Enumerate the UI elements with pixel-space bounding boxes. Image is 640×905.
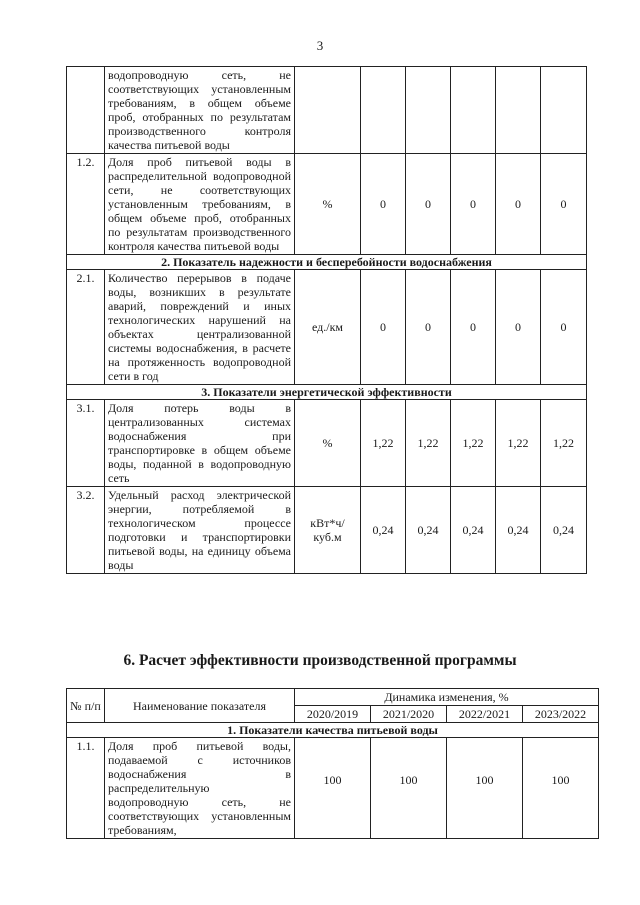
value-cell: 0 — [451, 270, 496, 385]
section-6-heading: 6. Расчет эффективности производственной программы — [123, 652, 517, 669]
period-header: 2021/2020 — [371, 706, 447, 723]
value-cell: 0 — [406, 270, 451, 385]
unit-cell: % — [295, 400, 361, 487]
table-row — [67, 487, 587, 574]
value-cell: 1,22 — [541, 400, 587, 487]
value-cell — [406, 67, 451, 154]
value-cell: 1,22 — [451, 400, 496, 487]
unit-cell: % — [295, 154, 361, 255]
indicator-name: Доля проб питьевой воды в распределительной водопроводной сети, не соответствующих установленным требованиям, в общем объеме проб, отобранных по результатам производственного контроля качества питьевой воды — [105, 154, 295, 255]
table-row — [67, 154, 587, 255]
row-number: 1.2. — [67, 154, 105, 255]
value-cell: 0 — [496, 154, 541, 255]
value-cell: 0 — [406, 154, 451, 255]
value-cell: 0 — [496, 270, 541, 385]
value-cell: 1,22 — [406, 400, 451, 487]
value-cell: 0 — [451, 154, 496, 255]
value-cell: 0,24 — [541, 487, 587, 574]
value-cell — [361, 67, 406, 154]
value-cell — [496, 67, 541, 154]
row-number: 3.2. — [67, 487, 105, 574]
unit-cell: кВт*ч/ куб.м — [295, 487, 361, 574]
value-cell — [451, 67, 496, 154]
value-cell: 0 — [541, 270, 587, 385]
indicators-table — [66, 66, 587, 574]
value-cell: 0 — [361, 270, 406, 385]
value-cell: 0,24 — [496, 487, 541, 574]
value-cell: 100 — [447, 738, 523, 839]
value-cell: 0,24 — [406, 487, 451, 574]
page-number: 3 — [316, 38, 324, 53]
value-cell: 1,22 — [496, 400, 541, 487]
column-header-num: № п/п — [67, 689, 105, 723]
column-header-dynamics: Динамика изменения, % — [295, 689, 599, 706]
section-row — [67, 255, 587, 270]
value-cell: 100 — [371, 738, 447, 839]
value-cell: 0 — [361, 154, 406, 255]
unit-cell: ед./км — [295, 270, 361, 385]
unit-cell — [295, 67, 361, 154]
indicator-name: Удельный расход электрической энергии, потребляемой в технологическом процессе подготовки и транспортировки питьевой воды, на единицу объема воды — [105, 487, 295, 574]
value-cell: 0,24 — [361, 487, 406, 574]
section-row — [67, 385, 587, 400]
table-row — [67, 270, 587, 385]
row-number: 2.1. — [67, 270, 105, 385]
indicator-name: Доля потерь воды в централизованных системах водоснабжения при транспортировке в общем объеме воды, поданной в водопроводную сеть — [105, 400, 295, 487]
row-number: 1.1. — [67, 738, 105, 839]
table-row — [67, 67, 587, 154]
value-cell: 0,24 — [451, 487, 496, 574]
period-header: 2023/2022 — [523, 706, 599, 723]
indicator-name: Доля проб питьевой воды, подаваемой с источников водоснабжения в распределительную водопроводную сеть, не соответствующих установленным требованиям, — [105, 738, 295, 839]
section-row: 1. Показатели качества питьевой воды — [67, 723, 599, 738]
value-cell: 100 — [295, 738, 371, 839]
section-title: 2. Показатель надежности и бесперебойности водоснабжения — [67, 255, 587, 270]
section-title: 3. Показатели энергетической эффективности — [67, 385, 587, 400]
row-number — [67, 67, 105, 154]
indicator-name: Количество перерывов в подаче воды, возникших в результате аварий, повреждений и иных технологических нарушений на объектах централизованной системы водоснабжения, в расчете на протяженность водопроводной сети в год — [105, 270, 295, 385]
row-number: 3.1. — [67, 400, 105, 487]
period-header: 2022/2021 — [447, 706, 523, 723]
column-header-name: Наименование показателя — [105, 689, 295, 723]
period-header: 2020/2019 — [295, 706, 371, 723]
table-row — [67, 400, 587, 487]
value-cell: 1,22 — [361, 400, 406, 487]
efficiency-table — [66, 688, 599, 839]
value-cell — [541, 67, 587, 154]
value-cell: 0 — [541, 154, 587, 255]
indicator-name: водопроводную сеть, не соответствующих установленным требованиям, в общем объеме проб, отобранных по результатам производственного контроля качества питьевой воды — [105, 67, 295, 154]
value-cell: 100 — [523, 738, 599, 839]
